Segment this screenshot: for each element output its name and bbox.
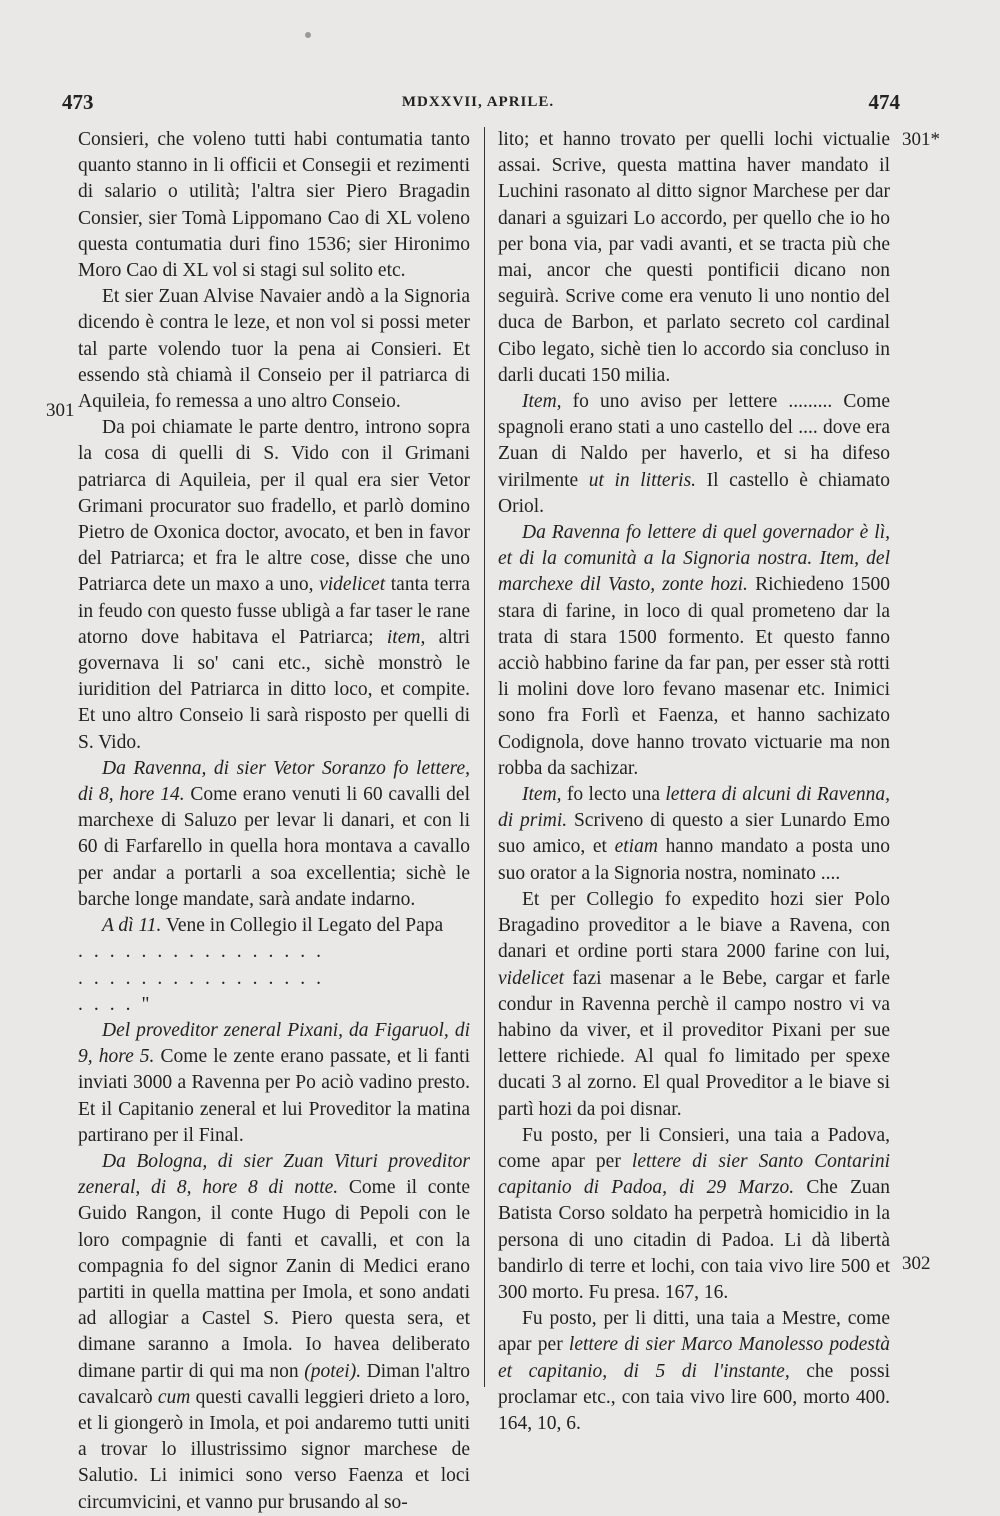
italic-run: ut in litteris.: [588, 469, 697, 491]
paragraph: [498, 782, 890, 887]
text-run: che possi proclamar etc., con taia vivo lire 600, morto 400. 164, 10, 6.: [498, 1360, 890, 1434]
text-run: Diman l'altro cavalcarò: [78, 1360, 470, 1408]
italic-run: Da Ravenna fo lettere di quel governador è lì, et di la comunità a la Signoria nostra. Item, del marchexe dil Vasto, zonte hozi.: [498, 522, 890, 596]
paragraph: Et sier Zuan Alvise Navaier andò a la Signoria dicendo è contra le leze, et non vol si possi meter tal parte volendo tuor la pena ai Consieri. Et essendo stà chiamà il Conseio per il patriarca di Aquileia, fo remessa a uno altro Conseio.: [78, 286, 470, 413]
text-run: Come il conte Guido Rangon, il conte Hugo di Pepoli con le loro compagnie di fanti et cavalli, et con la compagnia fo del signor Zanin di Medici erano partiti in quella mattina per Imola, et sono andati ad allogiar a Castel S. Piero questa sera, et dimane saranno a Imola. Io havea deliberato dimane partir di qui ma non: [78, 1177, 470, 1382]
ellipsis-line: ................: [78, 941, 332, 963]
paragraph: [78, 1018, 470, 1149]
paragraph: [78, 913, 470, 939]
italic-run: videlicet: [498, 967, 565, 989]
italic-run: lettere di sier Santo Contarini capitanio di Padoa, di 29 Marzo.: [498, 1150, 890, 1199]
text-run: Come le zente erano passate, et li fanti inviati 3000 a Ravenna per Po aciò vadino presto. Et il Capitanio zeneral et lui Proveditor la matina partirano per il Final.: [78, 1046, 471, 1146]
running-title: MDXXVII, APRILE.: [401, 94, 555, 110]
paragraph: [498, 1306, 890, 1437]
text-run: Fu posto, per li ditti, una taia a Mestre, come apar per: [498, 1308, 890, 1356]
page-header: [56, 90, 900, 120]
text-run: Vene in Collegio il Legato del Papa: [165, 915, 444, 937]
italic-run: cum: [157, 1386, 191, 1408]
paragraph: [78, 756, 470, 913]
italic-run: etiam: [614, 836, 658, 858]
text-run: fazi masenar a le Bebe, cargar et farle condur in Ravenna perchè il campo nostro vi va habino da viver, et il proveditor Pixani per sue lettere richiede. Al qual fo limitado per spexe ducati 3 al zorno. El qual Proveditor a le biave si partì hozi da poi disnar.: [498, 967, 890, 1120]
margin-number-right-top: 301*: [902, 129, 940, 150]
italic-run: Item,: [522, 391, 562, 413]
text-run: Come erano venuti li 60 cavalli del marchexe di Saluzo per levar li danari, et con li 60 di Farfarello in quella hora montava a cavallo per andar a portarli a soa excellentia; sichè le barche longe mandate, sarà andate indarno.: [78, 784, 470, 910]
text-run: Il castello è chiamato Oriol.: [498, 469, 891, 517]
text-run: tanta terra in feudo con questo fusse ubligà a far taser le rane atorno dove habitava el Patriarca;: [78, 574, 470, 648]
italic-run: item,: [386, 626, 426, 648]
text-run: fo uno aviso per lettere ......... Come spagnoli erano stati a uno castello del .... dove era Zuan di Naldo per haverlo, et si ha difeso virilmente: [498, 391, 890, 491]
italic-run: videlicet: [319, 574, 386, 596]
italic-run: (potei).: [304, 1360, 362, 1382]
ellipsis-line: ....": [78, 993, 161, 1015]
paragraph: [498, 887, 890, 1123]
text-run: fo lecto una: [566, 784, 660, 806]
page-number-right: 474: [868, 90, 900, 114]
italic-run: Item,: [522, 784, 562, 806]
ink-spot: [305, 32, 311, 38]
text-run: Richiedeno 1500 stara di farine, in loco di qual prometeno dar la trata di stara 1500 formento. Et questo fanno acciò habbino farine da far pan, per esser stà rotti li molini dove loro fevano masenar etc. Inimici sono fra Forlì et Faenza, et hanno sachizato Codignola, dove hanno trovato victuarie ma non robba da sachizar.: [498, 574, 891, 779]
paragraph: [78, 1149, 470, 1516]
text-run: Che Zuan Batista Corso soldato ha perpetrà homicidio in la persona di uno citadin di Padoa. Li dà libertà bandirlo di terre et lochi, con taia vivo lire 500 et 300 morto. Fu presa. 167, 16.: [498, 1177, 891, 1303]
paragraph: [498, 389, 890, 520]
page-number-left: 473: [62, 90, 94, 114]
italic-run: lettera di alcuni di Ravenna, di primi.: [498, 784, 891, 832]
text-run: Da poi chiamate le parte dentro, introno sopra la cosa di quelli di S. Vido con il Grimani patriarca di Aquileia, per il qual era sier Vetor Grimani procurator suo fradello, et parlò domino Pietro de Oxonica doctor, avocato, et ben in favor del Patriarca; et fra le altre cose, disse che uno Patriarca dete un maxo a uno,: [78, 417, 470, 596]
text-run: questi cavalli leggieri drieto a loro, et li giongerò in Imola, et poi andaremo tutti uniti a trovar lo illustrissimo signor marchese de Salutio. Li inimici sono verso Faenza et loci circumvicini, et vanno pur brusando al so-: [78, 1386, 471, 1513]
paragraph: [498, 1123, 890, 1306]
italic-run: Da Ravenna, di sier Vetor Soranzo fo lettere, di 8, hore 14.: [78, 757, 470, 806]
italic-run: Da Bologna, di sier Zuan Vituri proveditor zeneral, di 8, hore 8 di notte.: [78, 1150, 470, 1199]
margin-number-left: 301: [46, 400, 75, 421]
text-run: hanno mandato a posta uno suo orator a la Signoria nostra, nominato ....: [498, 836, 890, 884]
paragraph: [78, 415, 470, 756]
paragraph: [498, 520, 890, 782]
paragraph: Consieri, che voleno tutti habi contumatia tanto quanto stanno in li officii et Consegii et rezimenti di salario o utilità; l'altra sier Piero Bragadin Consier, sier Tomà Lippomano Cao di XL voleno questa contumatia duri fino 1536; sier Hironimo Moro Cao di XL vol si stagi sul solito etc.: [78, 129, 470, 282]
italic-run: Del proveditor zeneral Pixani, da Figaruol, di 9, hore 5.: [78, 1019, 470, 1068]
text-run: altri governava li so' cani etc., sichè monstrò le iuridition del Patriarca in ditto loco, et compite. Et uno altro Conseio li sarà risposto per quelli di S. Vido.: [78, 626, 470, 753]
left-column: [78, 127, 470, 1516]
paragraph: lito; et hanno trovato per quelli lochi victualie assai. Scrive, questa mattina haver mandato il Luchini rasonato al ditto signor Marchese per dar danari a sguizari Lo accordo, per quello che io ho per bona via, par vadi avanti, et se tracta più che mai, ancor che questi pontificii dicano non seguirà. Scrive come era venuto li uno nontio del duca de Barbon, et parlato secreto col cardinal Cibo legato, sichè tien lo accordo sia concluso in darli ducati 150 milia.: [498, 129, 890, 386]
text-run: Fu posto, per li Consieri, una taia a Padova, come apar per: [498, 1124, 890, 1172]
right-column: [498, 127, 890, 1437]
text-run: Et per Collegio fo expedito hozi sier Polo Bragadino proveditor a le biave a Ravena, con danari et ordine porti stara 2000 farine con lui,: [498, 888, 890, 963]
ellipsis-line: ................: [78, 967, 332, 989]
italic-run: A dì 11.: [102, 915, 162, 937]
text-run: Scriveno di questo a sier Lunardo Emo suo amico, et: [498, 810, 890, 858]
margin-number-right-bottom: 302: [902, 1253, 931, 1274]
italic-run: lettere di sier Marco Manolesso podestà et capitanio, di 5 di l'instante,: [498, 1334, 891, 1382]
column-divider: [484, 127, 485, 1387]
